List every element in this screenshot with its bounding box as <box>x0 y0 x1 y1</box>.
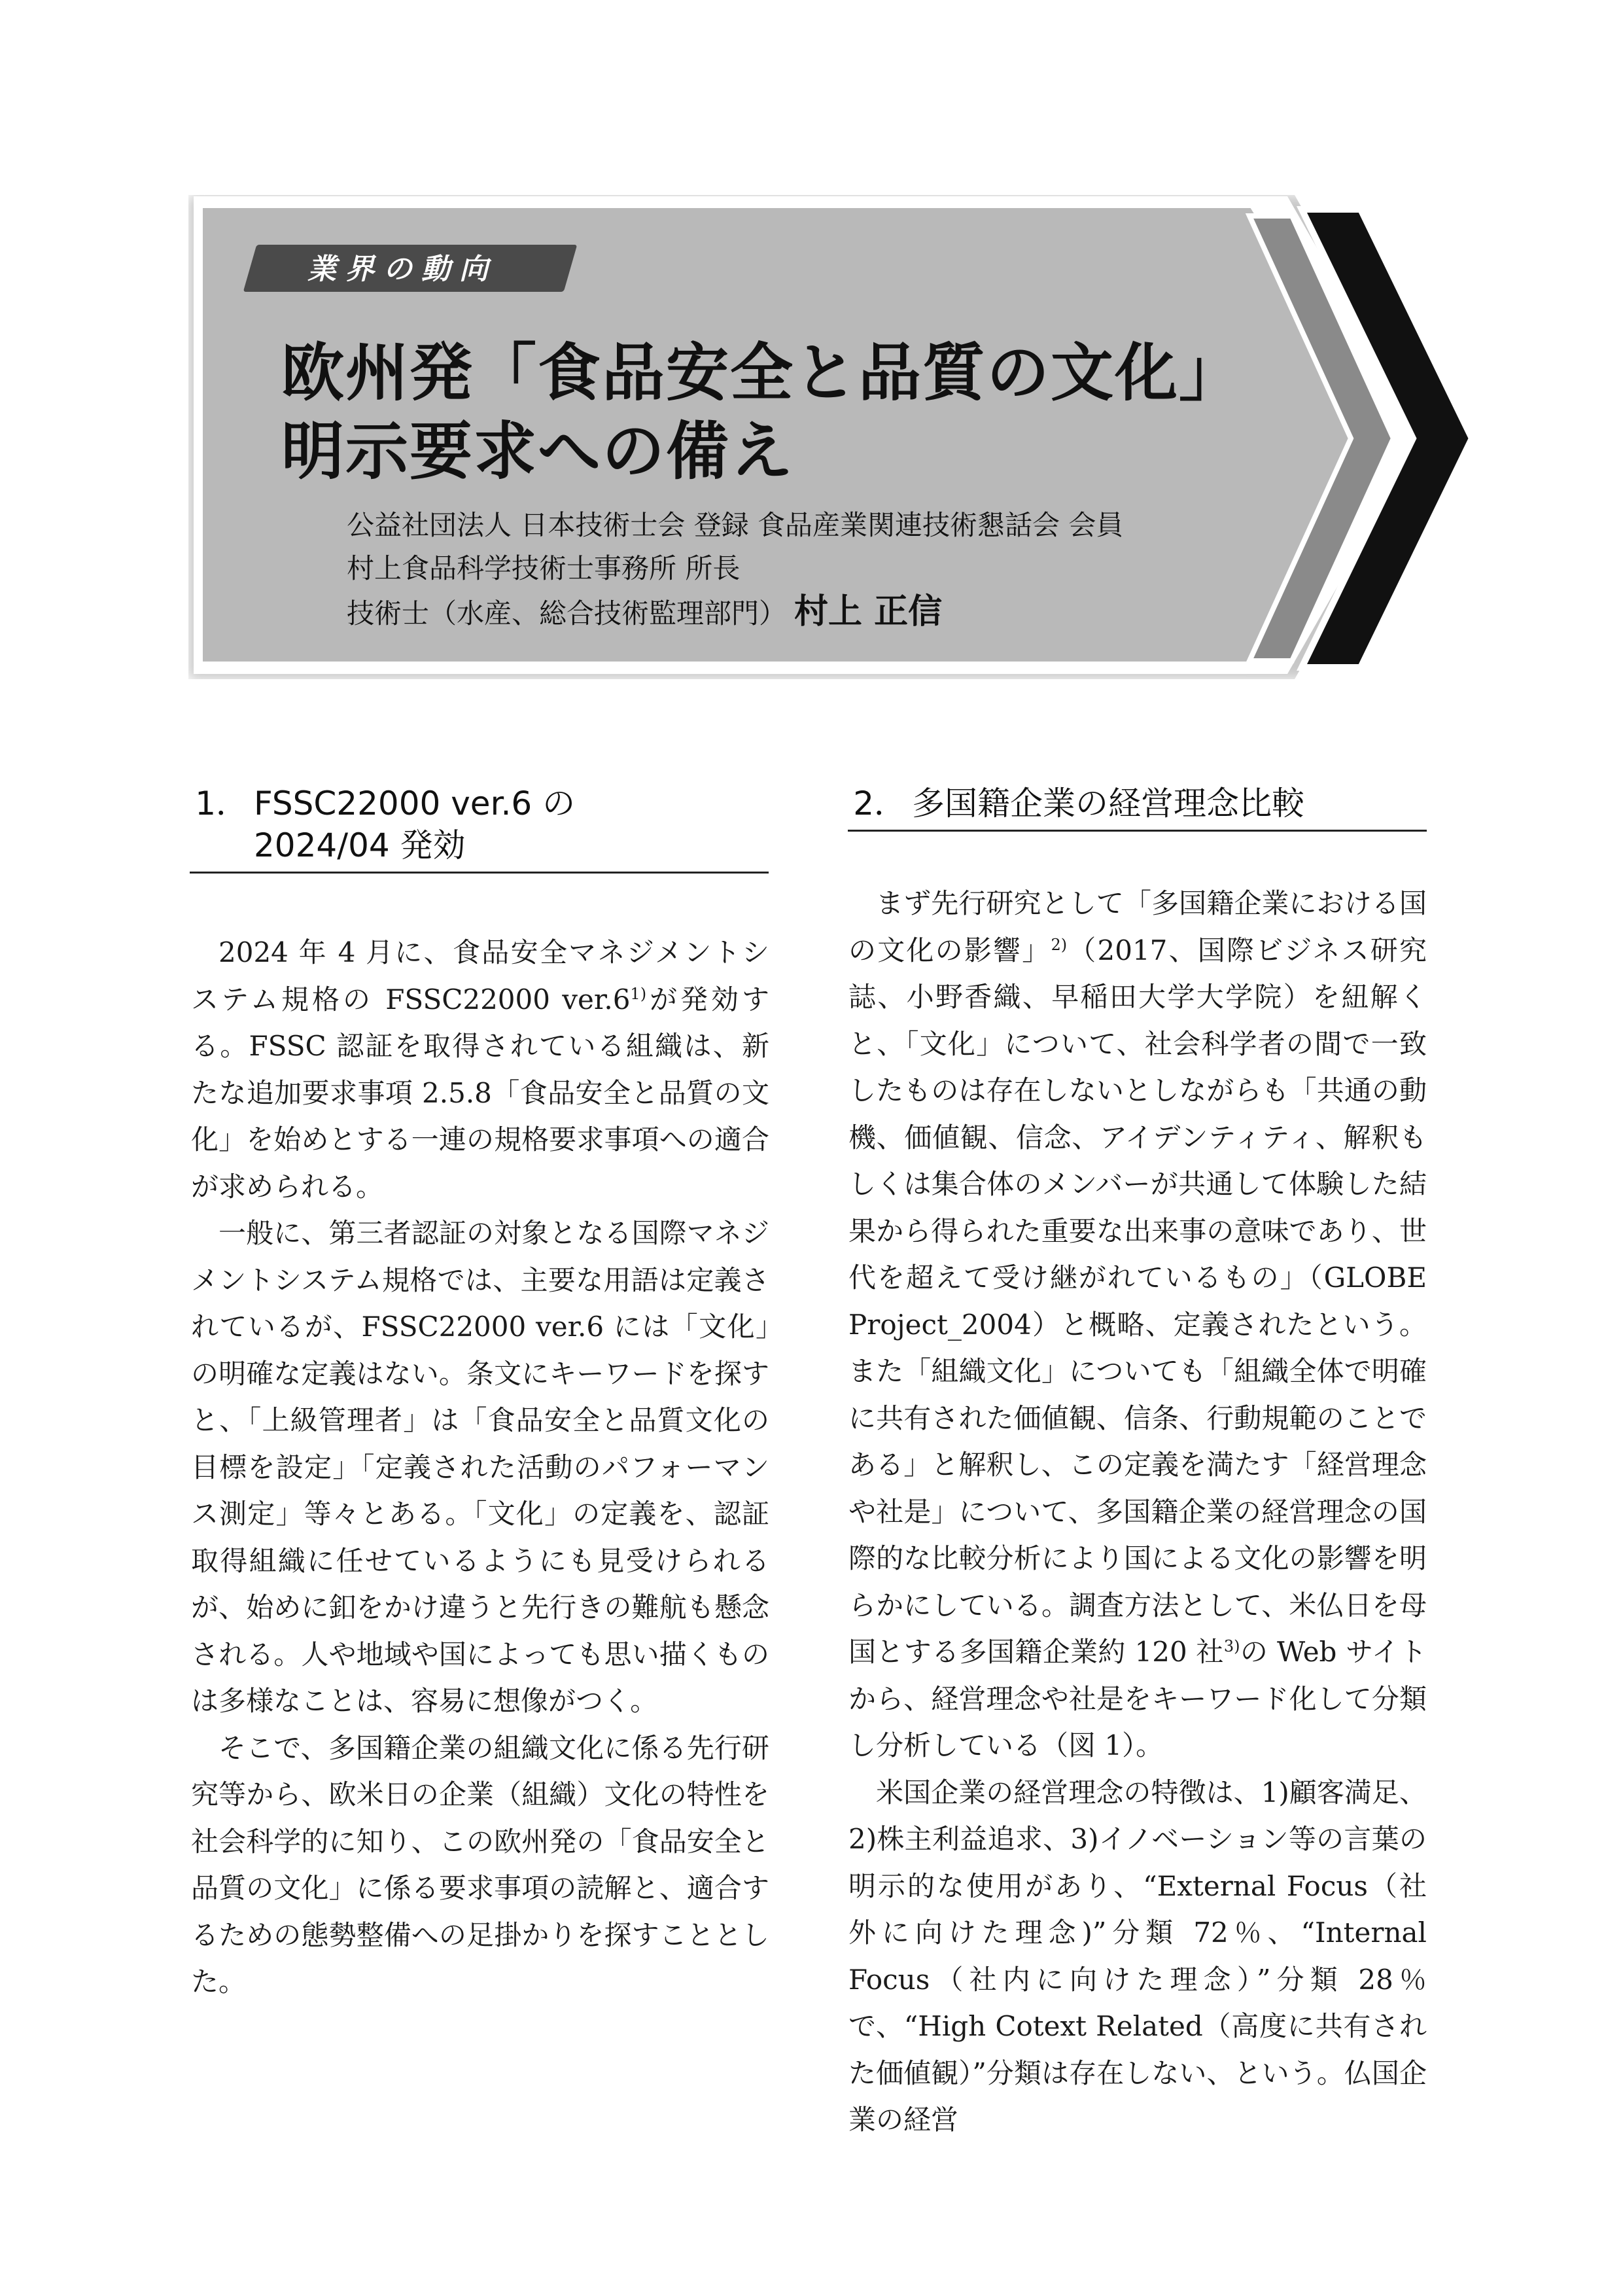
section-2-title: 多国籍企業の経営理念比較 <box>912 785 1304 822</box>
author-name: 村上 正信 <box>794 592 943 631</box>
paragraph: そこで、多国籍企業の組織文化に係る先行研究等から、欧米日の企業（組織）文化の特性を社会科学的に知り、この欧州発の「食品安全と品質の文化」に係る要求事項の読解と、適合するための態勢整備への足掛かりを探すこととした。 <box>191 1731 769 1998</box>
footnote-ref: 3) <box>1223 1637 1240 1655</box>
author-credential-line <box>347 590 1263 635</box>
paragraph-text: （2017、国際ビジネス研究誌、小野香織、早稲田大学大学院）を紐解くと、「文化」について、社会科学者の間で一致したものは存在しないとしながらも「共通の動機、価値観、信念、アイデンティティ、解釈もしくは集合体のメンバーが共通して体験した結果から得られた重要な出来事の意味であり、世代を超えて受け継がれているもの」（GLOBE Project_2004）と概略、定義されたという。また「組織文化」についても「組織全体で明確に共有された価値観、信条、行動規範のことである」と解釈し、この定義を満たす「経営理念や社是」について、多国籍企業の経営理念の国際的な比較分析により国による文化の影響を明らかにしている。調査方法として、米仏日を母国とする多国籍企業約 120 社 <box>848 934 1427 1668</box>
author-credential: 技術士（水産、総合技術監理部門） <box>347 597 787 629</box>
author-affiliation-1: 公益社団法人 日本技術士会 登録 食品産業関連技術懇話会 会員 <box>347 509 1124 541</box>
section-1-number: 1． <box>195 785 249 822</box>
author-block <box>347 504 1263 635</box>
section-1-title-line-2: 2024/04 発効 <box>254 826 466 864</box>
paragraph: 一般に、第三者認証の対象となる国際マネジメントシステム規格では、主要な用語は定義されているが、FSSC22000 ver.6 には「文化」の明確な定義はない。条文にキーワードを探すと、「上級管理者」は「食品安全と品質文化の目標を設定」「定義された活動のパフォーマンス測定」等々とある。「文化」の定義を、認証取得組織に任せているようにも見受けられるが、始めに釦をかけ違うと先行きの難航も懸念される。人や地域や国によっても思い描くものは多様なことは、容易に想像がつく。 <box>191 1217 769 1717</box>
paragraph-text: 2024 年 4 月に、食品安全マネジメントシステム規格の FSSC22000 ver.6 <box>191 936 769 1016</box>
article-title-line-1: 欧州発「食品安全と品質の文化」 <box>281 336 1243 410</box>
paragraph-text: が発効する。FSSC 認証を取得されている組織は、新たな追加要求事項 2.5.8「食品安全と品質の文化」を始めとする一連の規格要求事項への適合が求められる。 <box>191 983 769 1203</box>
column-2-body <box>848 880 1427 2144</box>
footnote-ref: 2) <box>1051 935 1068 954</box>
paragraph-text: の Web サイトから、経営理念や社是をキーワード化して分類し分析している（図 1）。 <box>848 1636 1427 1761</box>
section-2-heading <box>848 783 1427 832</box>
paragraph: 米国企業の経営理念の特徴は、1)顧客満足、2)株主利益追求、3)イノベーション等の言葉の明示的な使用があり、“External Focus（社外に向けた理念)”分類 72％、“Internal Focus（社内に向けた理念）”分類 28％で、“High Cotext Related（高度に共有された価値観）”分類は存在しない、という。仏国企業の経営 <box>848 1776 1427 2136</box>
section-2-number: 2． <box>853 785 907 822</box>
paragraph <box>848 880 1427 1769</box>
section-1-heading <box>190 783 769 874</box>
article-title-line-2: 明示要求への備え <box>281 415 794 488</box>
author-affiliation-2: 村上食品科学技術士事務所 所長 <box>347 552 741 584</box>
footnote-ref: 1) <box>630 984 647 1003</box>
section-1-title-line-1: FSSC22000 ver.6 の <box>254 785 576 822</box>
category-tag: 業界の動向 <box>307 253 497 286</box>
paragraph <box>191 929 769 1210</box>
article-title <box>281 334 1328 491</box>
column-1-body <box>191 929 769 2005</box>
paragraph-text: まず先行研究として「多国籍企業における国の文化の影響」 <box>848 887 1427 966</box>
